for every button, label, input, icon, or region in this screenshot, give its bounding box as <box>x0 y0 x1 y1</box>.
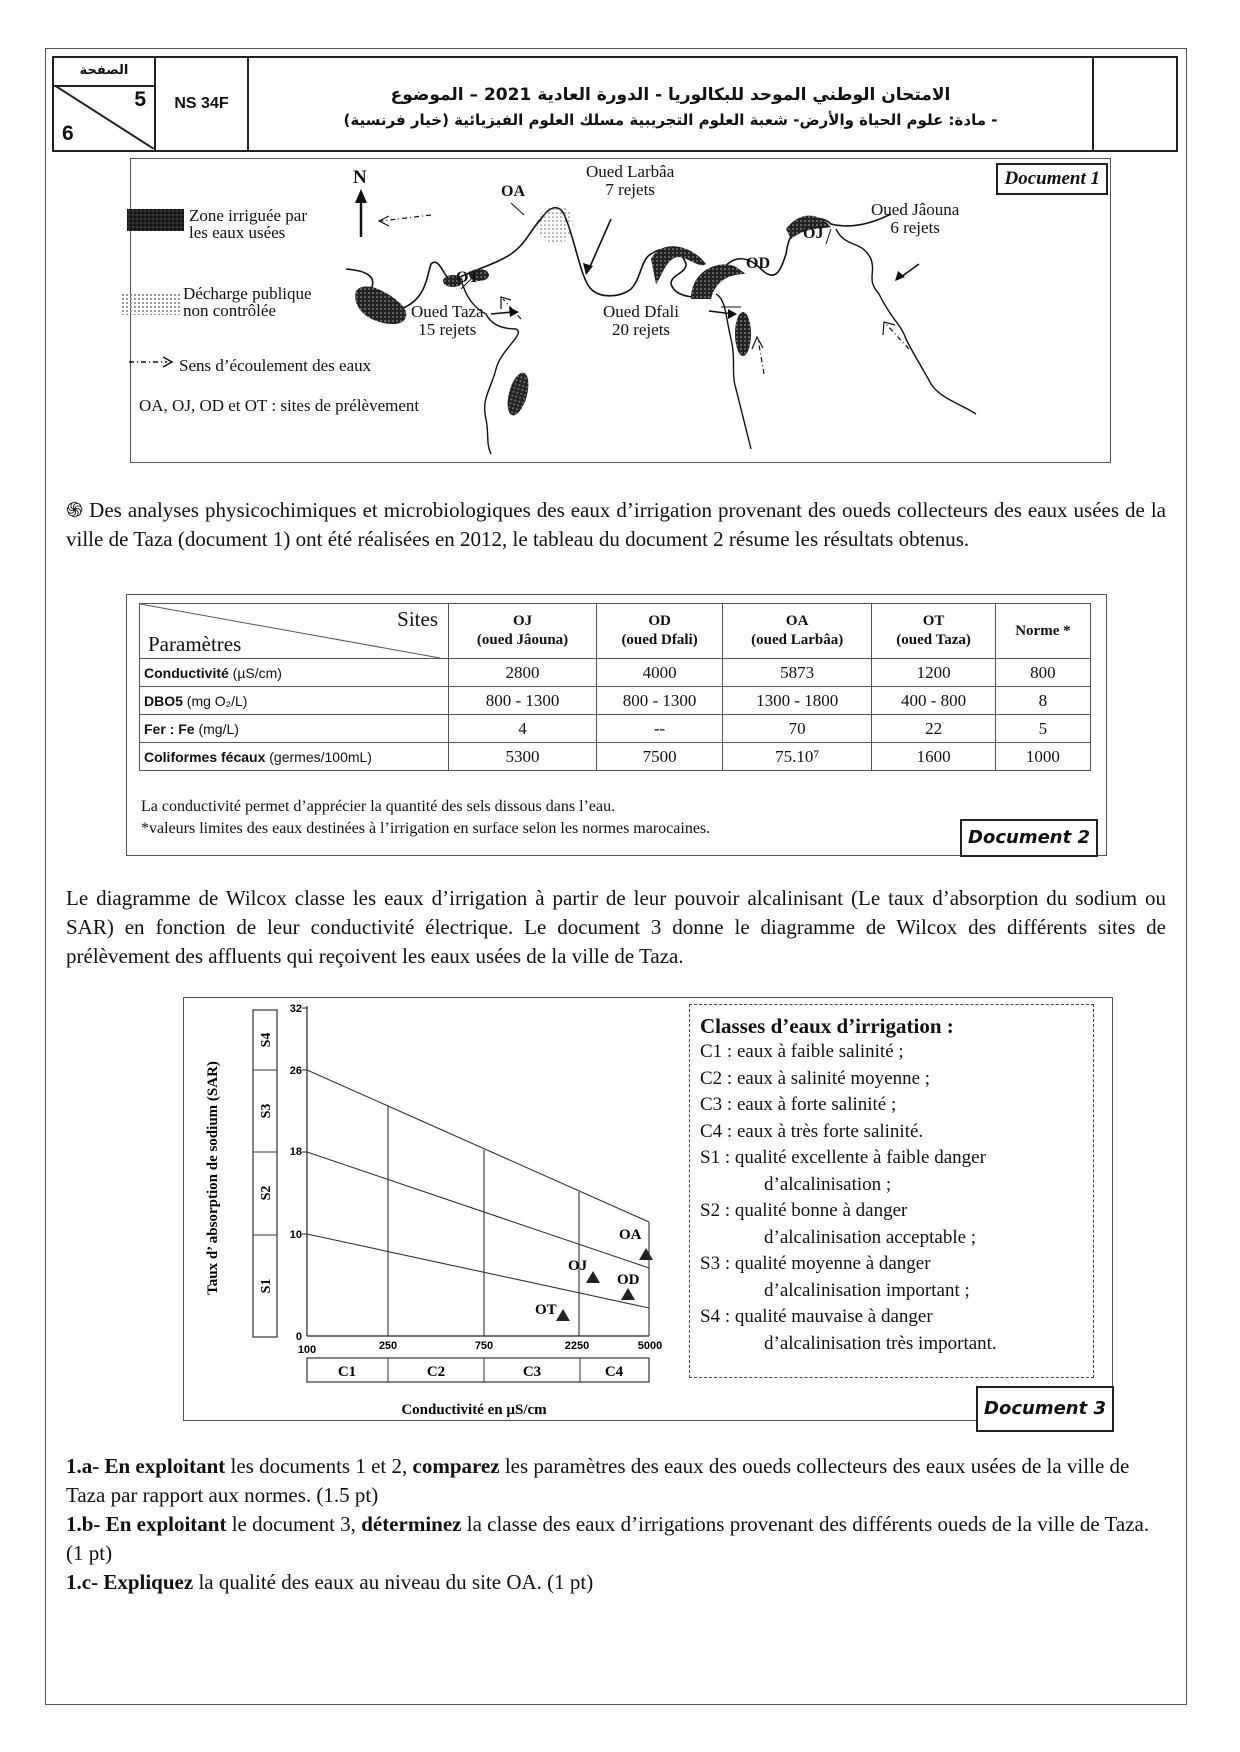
point-ot <box>556 1309 570 1321</box>
legend-item: C2 : eaux à salinité moyenne ; <box>700 1067 931 1089</box>
svg-text:5000: 5000 <box>637 1340 663 1352</box>
legend-dump: Décharge publique non contrôlée <box>183 284 312 320</box>
bullet-icon: ֍ <box>66 498 84 522</box>
svg-text:10: 10 <box>289 1229 302 1241</box>
wilcox-chart <box>184 998 684 1422</box>
svg-text:C1: C1 <box>337 1364 357 1380</box>
svg-text:750: 750 <box>474 1340 494 1352</box>
table-header-row <box>140 604 1091 659</box>
table-note-conductivity: La conductivité permet d’apprécier la quantité des sels dissous dans l’eau. <box>141 798 616 815</box>
column-header: Norme * <box>995 604 1090 659</box>
column-header: OT (oued Taza) <box>872 604 995 659</box>
table-note-norms: *valeurs limites des eaux destinées à l’irrigation en surface selon les normes marocaines. <box>141 820 711 837</box>
point-oa <box>639 1248 653 1260</box>
svg-text:OD: OD <box>617 1272 640 1288</box>
legend-item: S3 : qualité moyenne à danger <box>700 1253 931 1274</box>
question-1b: 1.b- En exploitant le document 3, déterminez la classe des eaux d’irrigations provenant des différents oueds de la ville de Taza. (1 pt) <box>66 1512 1150 1565</box>
legend-item-cont: d’alcalinisation ; <box>764 1173 892 1195</box>
north-label: N <box>353 167 367 188</box>
svg-text:32: 32 <box>289 1003 302 1015</box>
svg-text:18: 18 <box>289 1146 302 1158</box>
oued-larbaa-label: Oued Larbâa 7 rejets <box>586 162 675 199</box>
table-corner-cell: Sites Paramètres <box>140 604 449 659</box>
question-1c: 1.c- Expliquez la qualité des eaux au niveau du site OA. (1 pt) <box>66 1570 594 1594</box>
site-ot-label: OT <box>456 269 480 286</box>
legend-item: C3 : eaux à forte salinité ; <box>700 1094 897 1115</box>
svg-text:Conductivité en µS/cm: Conductivité en µS/cm <box>401 1402 547 1418</box>
page-number-box <box>54 58 156 150</box>
oued-jaouna-label: Oued Jâouna 6 rejets <box>871 200 960 237</box>
table-row: Conductivité (µS/cm) 2800 4000 5873 1200 800 <box>140 659 1091 687</box>
legend-irrigated: Zone irriguée par les eaux usées <box>189 206 307 242</box>
site-od-label: OD <box>746 255 770 272</box>
legend-item: C4 : eaux à très forte salinité. <box>700 1120 924 1142</box>
column-header: OD (oued Dfali) <box>597 604 723 659</box>
svg-text:Taux d’ absorption de sodium (: Taux d’ absorption de sodium (SAR) <box>205 1061 221 1295</box>
legend-item-cont: d’alcalinisation très important. <box>764 1332 997 1354</box>
site-oa-label: OA <box>501 183 525 200</box>
svg-text:S3: S3 <box>259 1103 274 1119</box>
column-header: OJ (oued Jâouna) <box>449 604 597 659</box>
site-oj-label: OJ <box>803 225 824 242</box>
page-total: 6 <box>62 122 74 145</box>
svg-text:26: 26 <box>289 1065 302 1077</box>
legend-item-cont: d’alcalinisation acceptable ; <box>764 1226 977 1248</box>
legend-item: S2 : qualité bonne à danger <box>700 1200 908 1221</box>
table-row: Coliformes fécaux (germes/100mL) 5300 7500 75.10⁷ 1600 1000 <box>140 743 1091 771</box>
oued-taza-label: Oued Taza 15 rejets <box>411 302 484 339</box>
legend-flow: Sens d’écoulement des eaux <box>179 356 372 375</box>
header-blank-cell <box>1094 58 1176 150</box>
document-1-map <box>130 158 1111 463</box>
analysis-table <box>139 603 1091 771</box>
exam-title-line2: - مادة: علوم الحياة والأرض- شعبة العلوم التجريبية مسلك العلوم الفيزيائية (خيار فرنسية) <box>343 111 998 129</box>
questions <box>66 1452 1166 1597</box>
svg-text:100: 100 <box>297 1344 317 1356</box>
irrigation-classes-legend <box>689 1004 1094 1378</box>
point-od <box>621 1288 635 1300</box>
question-1a: 1.a- En exploitant les documents 1 et 2, comparez les paramètres des eaux des oueds collecteurs des eaux usées de la ville de Taza par rapport aux normes. (1.5 pt) <box>66 1454 1130 1507</box>
exam-header <box>52 56 1178 152</box>
table-row: DBO5 (mg O₂/L) 800 - 1300 800 - 1300 1300 - 1800 400 - 800 8 <box>140 687 1091 715</box>
svg-text:S1: S1 <box>259 1278 274 1294</box>
svg-text:C2: C2 <box>426 1364 446 1380</box>
page-label: الصفحة <box>54 58 154 87</box>
svg-text:OA: OA <box>619 1227 642 1243</box>
document-3-tag: Document 3 <box>976 1386 1114 1432</box>
legend-title: Classes d’eaux d’irrigation : <box>700 1014 954 1038</box>
document-3-wilcox <box>183 997 1113 1421</box>
svg-text:OT: OT <box>535 1302 557 1318</box>
svg-text:OJ: OJ <box>568 1258 588 1274</box>
svg-text:2250: 2250 <box>564 1340 590 1352</box>
document-1-tag: Document 1 <box>996 163 1108 195</box>
column-header: OA (oued Larbâa) <box>723 604 872 659</box>
legend-item-cont: d’alcalinisation important ; <box>764 1279 970 1301</box>
point-oj <box>586 1271 600 1283</box>
legend-item: S4 : qualité mauvaise à danger <box>700 1306 933 1327</box>
legend-item: S1 : qualité excellente à faible danger <box>700 1147 986 1168</box>
oued-dfali-label: Oued Dfali 20 rejets <box>603 302 680 339</box>
svg-text:C3: C3 <box>522 1364 542 1380</box>
svg-text:250: 250 <box>378 1340 398 1352</box>
exam-title <box>249 58 1094 150</box>
document-2-table <box>126 594 1107 856</box>
intro-paragraph: ֍ Des analyses physicochimiques et microbiologiques des eaux d’irrigation provenant des oueds collecteurs des eaux usées de la ville de Taza (document 1) ont été réalisées en 2012, le tableau du document 2 résume les résultats obtenus. <box>66 498 1167 551</box>
document-2-tag: Document 2 <box>960 819 1098 857</box>
svg-text:C4: C4 <box>604 1364 624 1380</box>
exam-code: NS 34F <box>156 58 249 150</box>
legend-item: C1 : eaux à faible salinité ; <box>700 1041 904 1062</box>
svg-text:S2: S2 <box>259 1185 274 1201</box>
exam-title-line1: الامتحان الوطني الموحد للبكالوريا - الدورة العادية 2021 – الموضوع <box>390 85 951 105</box>
page-current: 5 <box>134 88 146 111</box>
svg-text:0: 0 <box>295 1331 302 1343</box>
wilcox-paragraph: Le diagramme de Wilcox classe les eaux d’irrigation à partir de leur pouvoir alcalinisant (Le taux d’absorption du sodium ou SAR) en fonction de leur conductivité électrique. Le document 3 donne le diagramme de Wilcox des différents sites de prélèvement des affluents qui reçoivent les eaux usées de la ville de Taza. <box>66 886 1166 968</box>
table-row: Fer : Fe (mg/L) 4 -- 70 22 5 <box>140 715 1091 743</box>
legend-sites: OA, OJ, OD et OT : sites de prélèvement <box>139 396 420 415</box>
svg-text:S4: S4 <box>259 1032 274 1048</box>
